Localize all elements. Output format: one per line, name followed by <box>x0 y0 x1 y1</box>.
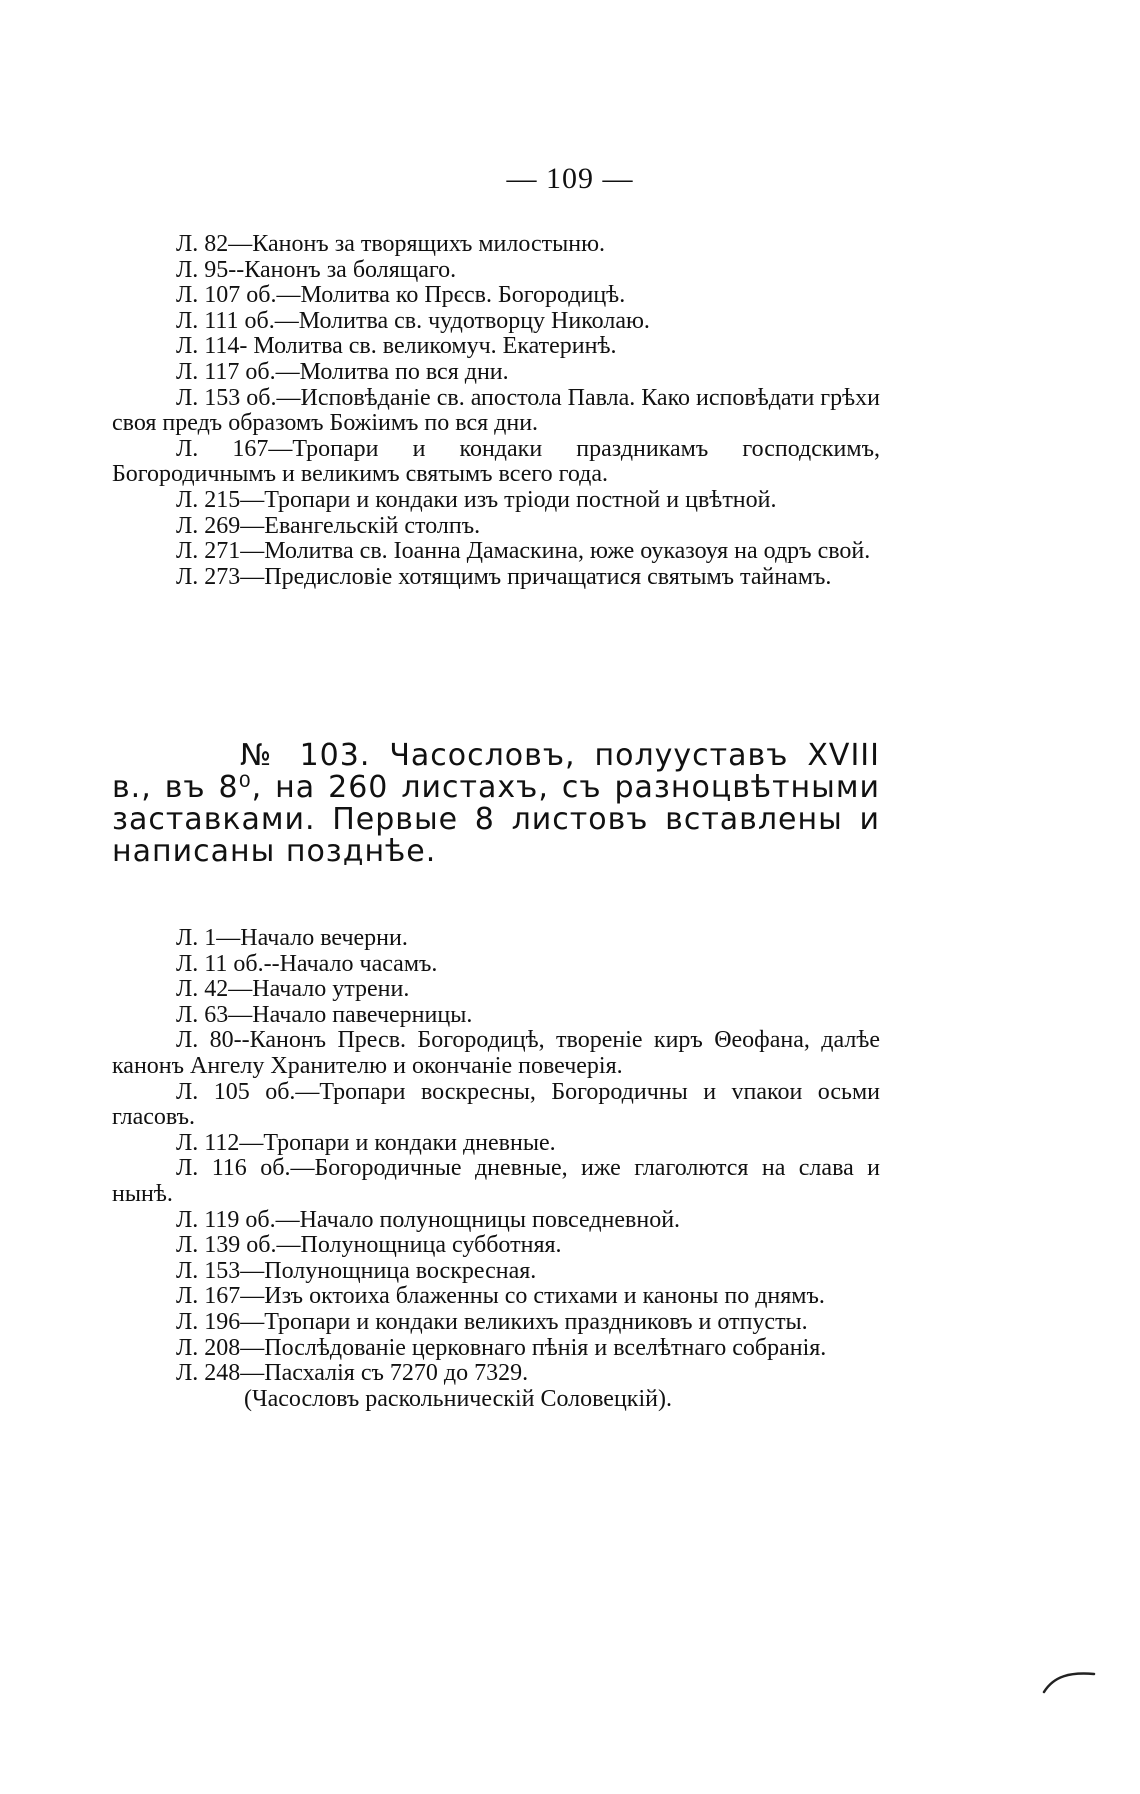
list-item: Л. 95--Канонъ за болящаго. <box>176 256 457 283</box>
list-item: Л. 111 об.—Молитва св. чудотворцу Николаю. <box>176 307 650 334</box>
pen-stroke-mark <box>1040 1668 1100 1698</box>
list-item: Л. 153—Полунощница воскресная. <box>176 1257 537 1284</box>
list-item: Л. 117 об.—Молитва по вся дни. <box>176 358 509 385</box>
list-item: Л. 153 об.—Исповѣданіе св. апостола Павла. Како исповѣдати грѣхи своя предъ образомъ Божіимъ по вся дни. <box>112 384 881 437</box>
list-item: Л. 116 об.—Богородичные дневные, иже глаголются на слава и нынѣ. <box>112 1155 880 1207</box>
entries-list-top <box>112 232 880 590</box>
list-item: Л. 273—Предисловіе хотящимъ причащатися святымъ тайнамъ. <box>176 563 832 590</box>
list-item: Л. 63—Начало павечерницы. <box>176 1001 473 1028</box>
list-item: Л. 80--Канонъ Пресв. Богородицѣ, твореніе киръ Θеофана, далѣе канонъ Ангелу Хранителю и окончаніе повечерія. <box>112 1027 880 1079</box>
list-item: Л. 167—Тропари и кондаки праздникамъ господскимъ, Богородичнымъ и великимъ святымъ всего года. <box>112 435 880 488</box>
entries-list-bottom <box>112 926 880 1412</box>
list-item: Л. 215—Тропари и кондаки изъ тріоди постной и цвѣтной. <box>176 486 777 513</box>
list-item: Л. 167—Изъ октоиха блаженны со стихами и каноны по днямъ. <box>176 1283 825 1310</box>
list-item: Л. 139 об.—Полунощница субботняя. <box>176 1232 562 1259</box>
signoff-line: (Часословъ раскольническій Соловецкій). <box>244 1385 672 1412</box>
list-item: Л. 269—Евангельскій столпъ. <box>176 512 481 539</box>
list-item: Л. 271—Молитва св. Іоанна Дамаскина, юже оуказоуя на одръ свой. <box>176 538 871 565</box>
list-item: Л. 248—Пасхалія съ 7270 до 7329. <box>176 1360 529 1387</box>
manuscript-heading <box>112 740 880 868</box>
list-item: Л. 208—Послѣдованіе церковнаго пѣнія и вселѣтнаго собранія. <box>176 1334 827 1361</box>
list-item: Л. 42—Начало утрени. <box>176 976 410 1003</box>
list-item: Л. 1—Начало вечерни. <box>176 925 408 951</box>
list-item: Л. 82—Канонъ за творящихъ милостыню. <box>176 231 606 257</box>
list-item: Л. 114- Молитва св. великомуч. Екатеринѣ. <box>176 333 617 360</box>
list-item: Л. 107 об.—Молитва ко Прєсв. Богородицѣ. <box>176 282 626 309</box>
list-item: Л. 105 об.—Тропари воскресны, Богородичны и vпакои осьми гласовъ. <box>112 1078 880 1131</box>
list-item: Л. 196—Тропари и кондаки великихъ праздниковъ и отпусты. <box>176 1308 808 1335</box>
list-item: Л. 119 об.—Начало полунощницы повседневной. <box>176 1206 681 1233</box>
list-item: Л. 112—Тропари и кондаки дневные. <box>176 1129 556 1156</box>
heading-text: № 103. Часословъ, полууставъ XVIII в., въ 8⁰, на 260 листахъ, съ разноцвѣтными заставками. Первые 8 листовъ вставлены и написаны позднѣе. <box>112 738 880 869</box>
page-number: — 109 — <box>506 162 634 195</box>
list-item: Л. 11 об.--Начало часамъ. <box>176 950 438 977</box>
